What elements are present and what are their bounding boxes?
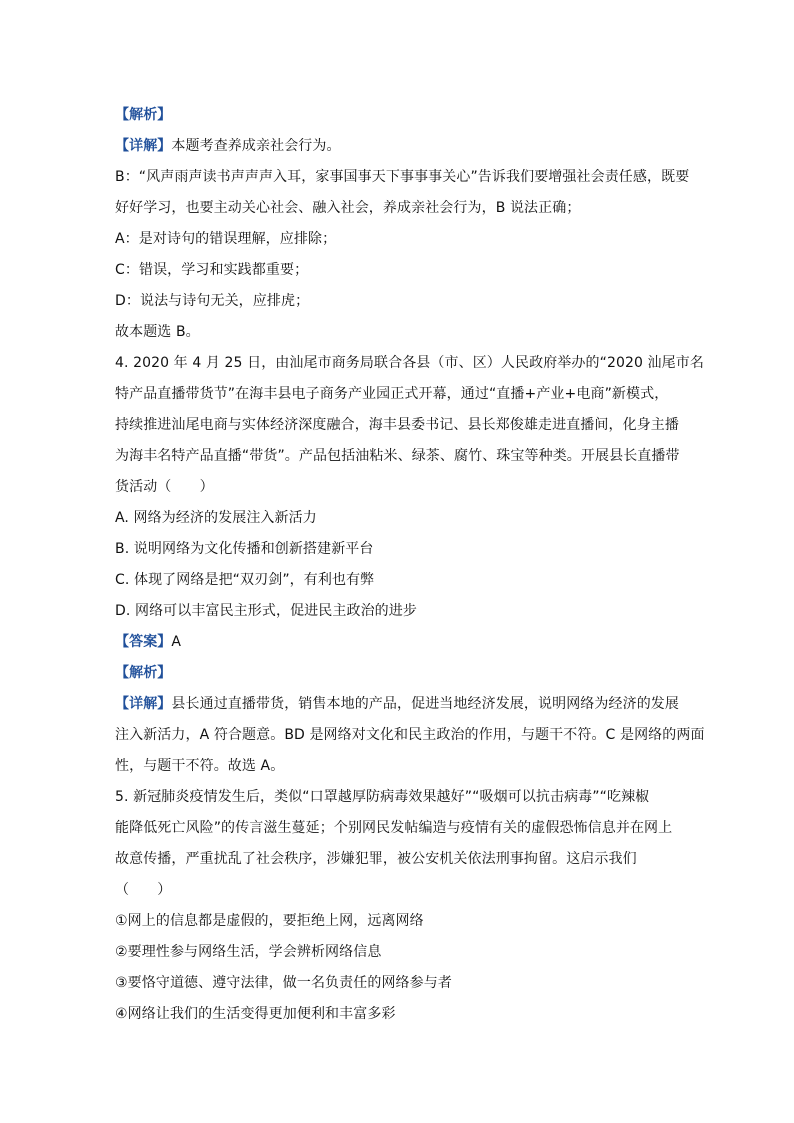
q3-option-d-line: D：说法与诗句无关，应排虎；: [115, 293, 310, 309]
q5-stem-line-4: （ ）: [115, 882, 172, 898]
q3-conclusion: 故本题选 B。: [115, 324, 200, 340]
q3-option-b-line-2: 好好学习，也要主动关心社会、融入社会，养成亲社会行为，B 说法正确；: [115, 200, 581, 216]
detail-tag: 【详解】: [115, 696, 172, 712]
q4-detail-line-3: 性，与题干不符。故选 A。: [115, 758, 285, 774]
q5-item-4: ④网络让我们的生活变得更加便利和丰富多彩: [115, 1006, 396, 1022]
q5-stem-line-2: 能降低死亡风险”的传言滋生蔓延；个别网民发帖编造与疫情有关的虚假恐怖信息并在网上: [115, 820, 673, 836]
q3-detail-line: [115, 131, 685, 162]
q5-stem-line-3: 故意传播，严重扰乱了社会秩序，涉嫌犯罪，被公安机关依法刑事拘留。这启示我们: [115, 851, 637, 867]
q3-detail-text: 本题考查养成亲社会行为。: [171, 138, 341, 154]
q5-stem-line-1: 5. 新冠肺炎疫情发生后，类似“口罩越厚防病毒效果越好”“吸烟可以抗击病毒”“吃辣椒: [115, 789, 650, 805]
document-page: [115, 100, 705, 1030]
q5-item-3: ③要恪守道德、遵守法律，做一名负责任的网络参与者: [115, 975, 452, 991]
detail-tag: 【详解】: [115, 138, 172, 154]
answer-tag: 【答案】: [115, 634, 172, 650]
q4-detail-line-2: 注入新活力，A 符合题意。BD 是网络对文化和民主政治的作用，与题干不符。C 是网络的两面: [115, 727, 705, 743]
analysis-heading: 【解析】: [115, 107, 172, 123]
q4-stem-line-4: 为海丰名特产品直播“带货”。产品包括油粘米、绿茶、腐竹、珠宝等种类。开展县长直播带: [115, 448, 680, 464]
q4-option-c: C. 体现了网络是把“双刃剑”，有利也有弊: [115, 572, 375, 588]
q4-analysis-heading: 【解析】: [115, 665, 172, 681]
q4-answer-line: [115, 627, 685, 658]
q3-option-a-line: A：是对诗句的错误理解，应排除；: [115, 231, 337, 247]
q4-detail-line-1: [115, 689, 685, 720]
q4-option-b: B. 说明网络为文化传播和创新搭建新平台: [115, 541, 374, 557]
q4-stem-line-2: 特产品直播带货节”在海丰县电子商务产业园正式开幕，通过“直播+产业+电商”新模式，: [115, 386, 669, 402]
q4-answer-value: A: [171, 634, 182, 650]
q4-stem-line-1: 4. 2020 年 4 月 25 日，由汕尾市商务局联合各县（市、区）人民政府举办的“2020 汕尾市名: [115, 355, 704, 371]
q5-item-1: ①网上的信息都是虚假的，要拒绝上网，远离网络: [115, 913, 424, 929]
q3-option-b-line-1: B：“风声雨声读书声声声入耳，家事国事天下事事事关心”告诉我们要增强社会责任感，既要: [115, 169, 690, 185]
q4-detail-text: 县长通过直播带货，销售本地的产品，促进当地经济发展，说明网络为经济的发展: [171, 696, 680, 712]
q4-option-a: A. 网络为经济的发展注入新活力: [115, 510, 317, 526]
q4-option-d: D. 网络可以丰富民主形式，促进民主政治的进步: [115, 603, 417, 619]
q4-stem-line-5: 货活动（ ）: [115, 479, 214, 495]
q3-option-c-line: C：错误，学习和实践都重要；: [115, 262, 309, 278]
q4-stem-line-3: 持续推进汕尾电商与实体经济深度融合，海丰县委书记、县长郑俊雄走进直播间，化身主播: [115, 417, 679, 433]
q5-item-2: ②要理性参与网络生活，学会辨析网络信息: [115, 944, 382, 960]
